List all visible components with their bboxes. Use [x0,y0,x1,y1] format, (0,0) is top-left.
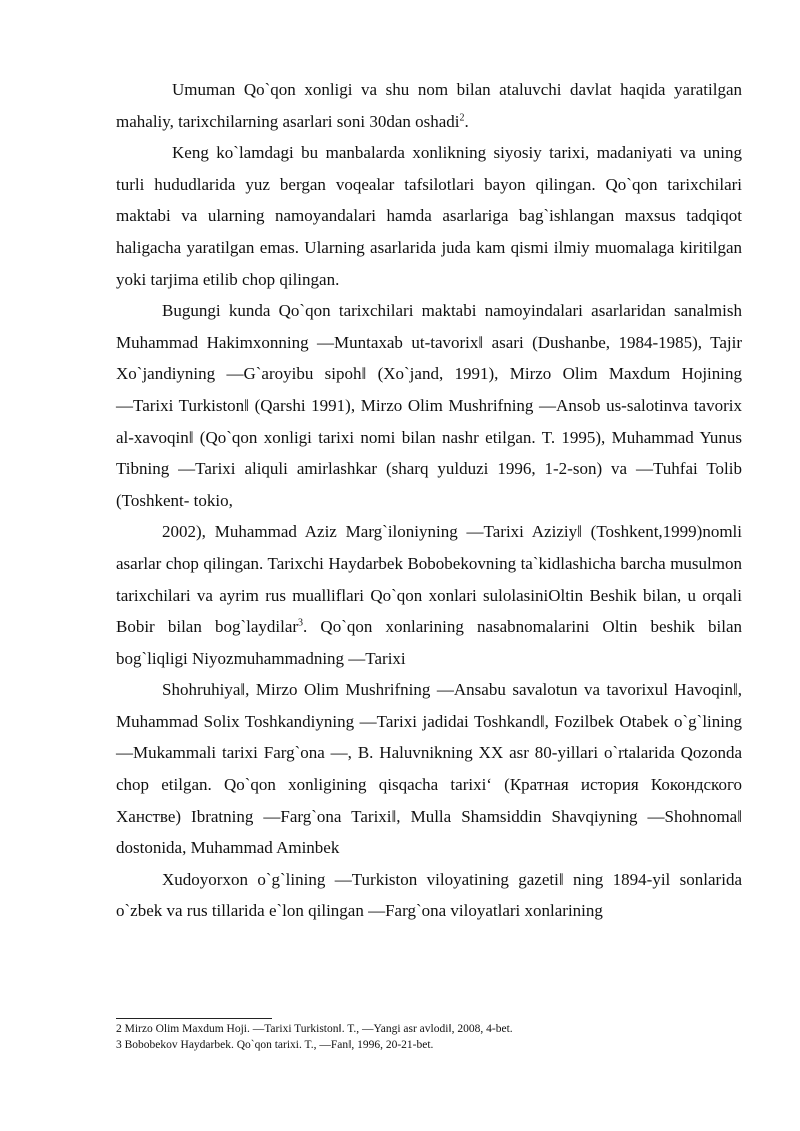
footnote-separator [116,1018,272,1019]
paragraph-1 [116,74,742,137]
paragraph-2: Keng ko`lamdagi bu manbalarda xonlikning siyosiy tarixi, madaniyati va uning turli hududlarida yuz bergan voqealar tafsilotlari bayon qilingan. Qo`qon tarixchilari maktabi va ularning namoyandalari hamda asarlariga bag`ishlangan maxsus tadqiqot haligacha yaratilgan emas. Ularning asarlarida juda kam qismi ilmiy muomalaga kiritilgan yoki tarjima etilib chop qilingan. [116,143,742,289]
main-text [116,74,742,927]
paragraph-4-text: 2002), Muhammad Aziz Marg`iloniyning ―Tarixi Aziziy‖ (Toshkent,1999)nomli asarlar chop qilingan. Tarixchi Haydarbek Bobobekovning ta`kidlashicha barcha musulmon tarixchilari va ayrim rus mualliflari Qo`qon xonlari sulolasiniOltin Beshik bilan, u orqali Bobir bilan bog`laydilar [116,522,742,637]
footnotes [116,1021,756,1053]
footnote-ref-3: 3 [298,617,304,629]
footnote-ref-2: 2 [459,111,465,123]
footnote-2: 2 Mirzo Olim Maxdum Hoji. ―Tarixi Turkiston‖. T., ―Yangi asr avlodi‖, 2008, 4-bet. [116,1023,513,1035]
paragraph-5: Shohruhiya‖, Mirzo Olim Mushrifning ―Ansabu savalotun va tavorixul Havoqin‖, Muhammad Solix Toshkandiyning ―Tarixi jadidai Toshkand‖, Fozilbek Otabek o`g`lining ―Mukammali tarixi Farg`ona ―, B. Haluvnikning XX asr 80-yillari o`rtalarida Qozonda chop etilgan. Qo`qon xonligining qisqacha tarixi‘ (Кратная история Кокондского Ханстве) Ibratning ―Farg`ona Tarixi‖, Mulla Shamsiddin Shavqiyning ―Shohnoma‖ dostonida, Muhammad Aminbek [116,680,742,858]
footnote-3: 3 Bobobekov Haydarbek. Qo`qon tarixi. T., ―Fan‖, 1996, 20-21-bet. [116,1039,434,1051]
paragraph-1-end: . [464,111,469,131]
paragraph-3: Bugungi kunda Qo`qon tarixchilari maktabi namoyindalari asarlaridan sanalmish Muhammad Hakimxonning ―Muntaxab ut-tavorix‖ asari (Dushanbe, 1984-1985), Tajir Xo`jandiyning ―G`aroyibu sipoh‖ (Xo`jand, 1991), Mirzo Olim Maxdum Hojining ―Tarixi Turkiston‖ (Qarshi 1991), Mirzo Olim Mushrifning ―Ansob us-salotinva tavorix al-xavoqin‖ (Qo`qon xonligi tarixi nomi bilan nashr etilgan. T. 1995), Muhammad Yunus Tibning ―Tarixi aliquli amirlashkar (sharq yulduzi 1996, 1-2-son) va ―Tuhfai Tolib (Toshkent- tokio, [116,301,742,510]
paragraph-4-continuation: . Qo`qon xonlarining nasabnomalarini Oltin beshik bilan bog`liqligi Niyozmuhammadning ―Tarixi [116,617,742,668]
paragraph-4 [116,516,742,674]
paragraph-1-text: Umuman Qo`qon xonligi va shu nom bilan ataluvchi davlat haqida yaratilgan mahaliy, tarixchilarning asarlari soni 30dan oshadi [116,80,742,131]
paragraph-6: Xudoyorxon o`g`lining ―Turkiston viloyatining gazeti‖ ning 1894-yil sonlarida o`zbek va rus tillarida e`lon qilingan ―Farg`ona viloyatlari xonlarining [116,869,742,921]
